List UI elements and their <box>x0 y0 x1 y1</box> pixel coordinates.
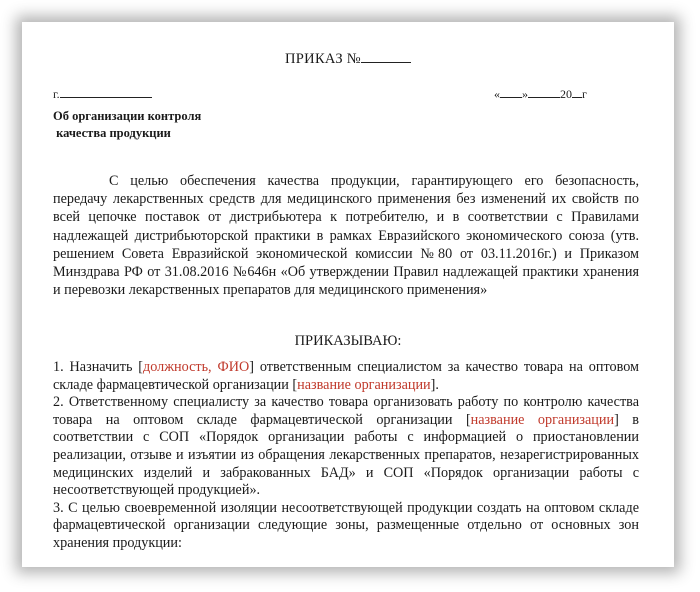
document-title <box>22 48 674 68</box>
preamble-paragraph: С целью обеспечения качества продукции, гарантирующего его безопасность, передачу лекарственных средств для медицинского применения без изменений их свойств по всей цепочке поставок от дистрибьютера к потребителю, и в соответствии с Правилами надлежащей дистрибьюторской практики в рамках Евразийского экономического союза (утв. решением Совета Евразийской экономической комиссии №80 от 03.11.2016г.) и Приказом Минздрава РФ от 31.08.2016 №646н «Об утверждении Правил надлежащей практики хранения и перевозки лекарственных препаратов для медицинского применения» <box>53 173 639 299</box>
subject-line-1: Об организации контроля <box>53 109 202 123</box>
order-item-1: 1. Назначить [должность, ФИО] ответственным специалистом за качество товара на оптовом складе фармацевтической организации [название организации]. <box>53 359 640 393</box>
order-item-3: 3. С целью своевременной изоляции несоответствующей продукции создать на оптовом складе фармацевтической организации следующие зоны, размещенные отдельно от основных зон хранения продукции: <box>53 499 639 551</box>
document-page <box>22 22 674 567</box>
city-blank <box>60 86 152 98</box>
date-line <box>494 86 587 102</box>
city-line <box>53 86 152 102</box>
order-heading: ПРИКАЗЫВАЮ: <box>294 333 402 349</box>
year-prefix: 20 <box>560 87 572 101</box>
placeholder-organization-name: название организации <box>470 411 615 428</box>
date-quote-close: » <box>522 87 528 101</box>
day-blank <box>500 86 522 98</box>
date-quote-open: « <box>494 87 500 101</box>
order-items <box>53 359 639 553</box>
order-number-blank <box>361 48 411 63</box>
subject-line-2: качества продукции <box>53 126 171 140</box>
order-item-2: 2. Ответственному специалисту за качество товара организовать работу по контролю качества товара на оптовом складе фармацевтической организации [название организации] в соответствии с СОП «Порядок организации работы с информацией о приостановлении реализации, отзыве и изъятии из обращения лекарственных препаратов, незарегистрированных медицинских изделий и забракованных БАД» и СОП «Порядок организации работы с несоответствующей продукцией». <box>53 394 639 499</box>
document-subject <box>53 108 201 142</box>
placeholder-organization-name: название организации <box>297 376 431 393</box>
month-blank <box>528 86 560 98</box>
city-prefix: г. <box>53 87 60 101</box>
year-blank <box>572 86 582 98</box>
placeholder-position-name: должность, ФИО <box>143 359 250 375</box>
title-text: ПРИКАЗ № <box>285 51 361 67</box>
year-suffix: г <box>582 87 587 101</box>
